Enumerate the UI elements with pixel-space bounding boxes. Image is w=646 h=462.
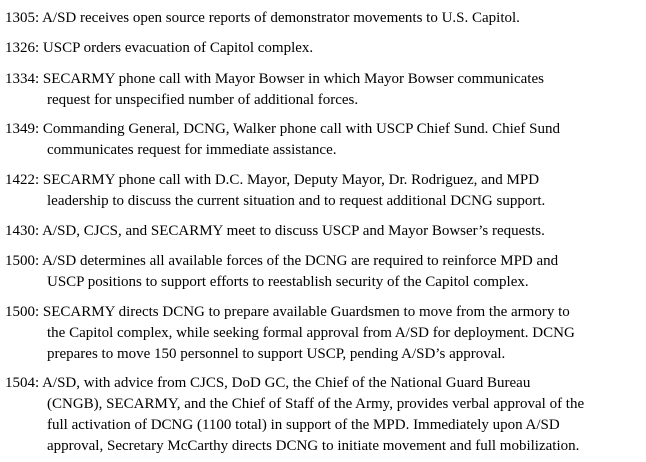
timeline-entry-1500-prepare	[0, 302, 646, 365]
entry-line: USCP positions to support efforts to reestablish security of the Capitol complex.	[47, 274, 529, 290]
entry-line: communicates request for immediate assistance.	[47, 142, 337, 158]
timeline-entry-1326	[0, 38, 646, 59]
entry-line: 1504: A/SD, with advice from CJCS, DoD GC, the Chief of the National Guard Bureau	[5, 375, 531, 391]
entry-line: approval, Secretary McCarthy directs DCNG to initiate movement and full mobilization.	[47, 438, 580, 454]
entry-line: 1326: USCP orders evacuation of Capitol complex.	[5, 40, 314, 56]
timeline-entry-1305	[0, 8, 646, 29]
entry-line: 1500: A/SD determines all available forces of the DCNG are required to reinforce MPD and	[5, 253, 559, 269]
entry-line: request for unspecified number of additional forces.	[47, 92, 359, 108]
entry-line: the Capitol complex, while seeking formal approval from A/SD for deployment. DCNG	[47, 325, 575, 341]
timeline-entry-1422	[0, 170, 646, 212]
entry-line: full activation of DCNG (1100 total) in support of the MPD. Immediately upon A/SD	[47, 417, 560, 433]
entry-line: 1430: A/SD, CJCS, and SECARMY meet to discuss USCP and Mayor Bowser’s requests.	[5, 223, 545, 239]
entry-line: leadership to discuss the current situation and to request additional DCNG support.	[47, 193, 546, 209]
timeline-entry-1500-reinforce	[0, 251, 646, 293]
timeline-entry-1430	[0, 221, 646, 242]
entry-line: 1305: A/SD receives open source reports of demonstrator movements to U.S. Capitol.	[5, 10, 520, 26]
entry-line: (CNGB), SECARMY, and the Chief of Staff of the Army, provides verbal approval of the	[47, 396, 585, 412]
timeline-entry-1349	[0, 119, 646, 161]
entry-line: 1334: SECARMY phone call with Mayor Bowser in which Mayor Bowser communicates	[5, 71, 544, 87]
timeline-entry-1334	[0, 69, 646, 111]
entry-line: 1349: Commanding General, DCNG, Walker phone call with USCP Chief Sund. Chief Sund	[5, 121, 560, 137]
entry-line: 1422: SECARMY phone call with D.C. Mayor, Deputy Mayor, Dr. Rodriguez, and MPD	[5, 172, 540, 188]
entry-line: prepares to move 150 personnel to support USCP, pending A/SD’s approval.	[47, 346, 506, 362]
timeline-entry-1504	[0, 373, 646, 457]
entry-line: 1500: SECARMY directs DCNG to prepare available Guardsmen to move from the armory to	[5, 304, 570, 320]
